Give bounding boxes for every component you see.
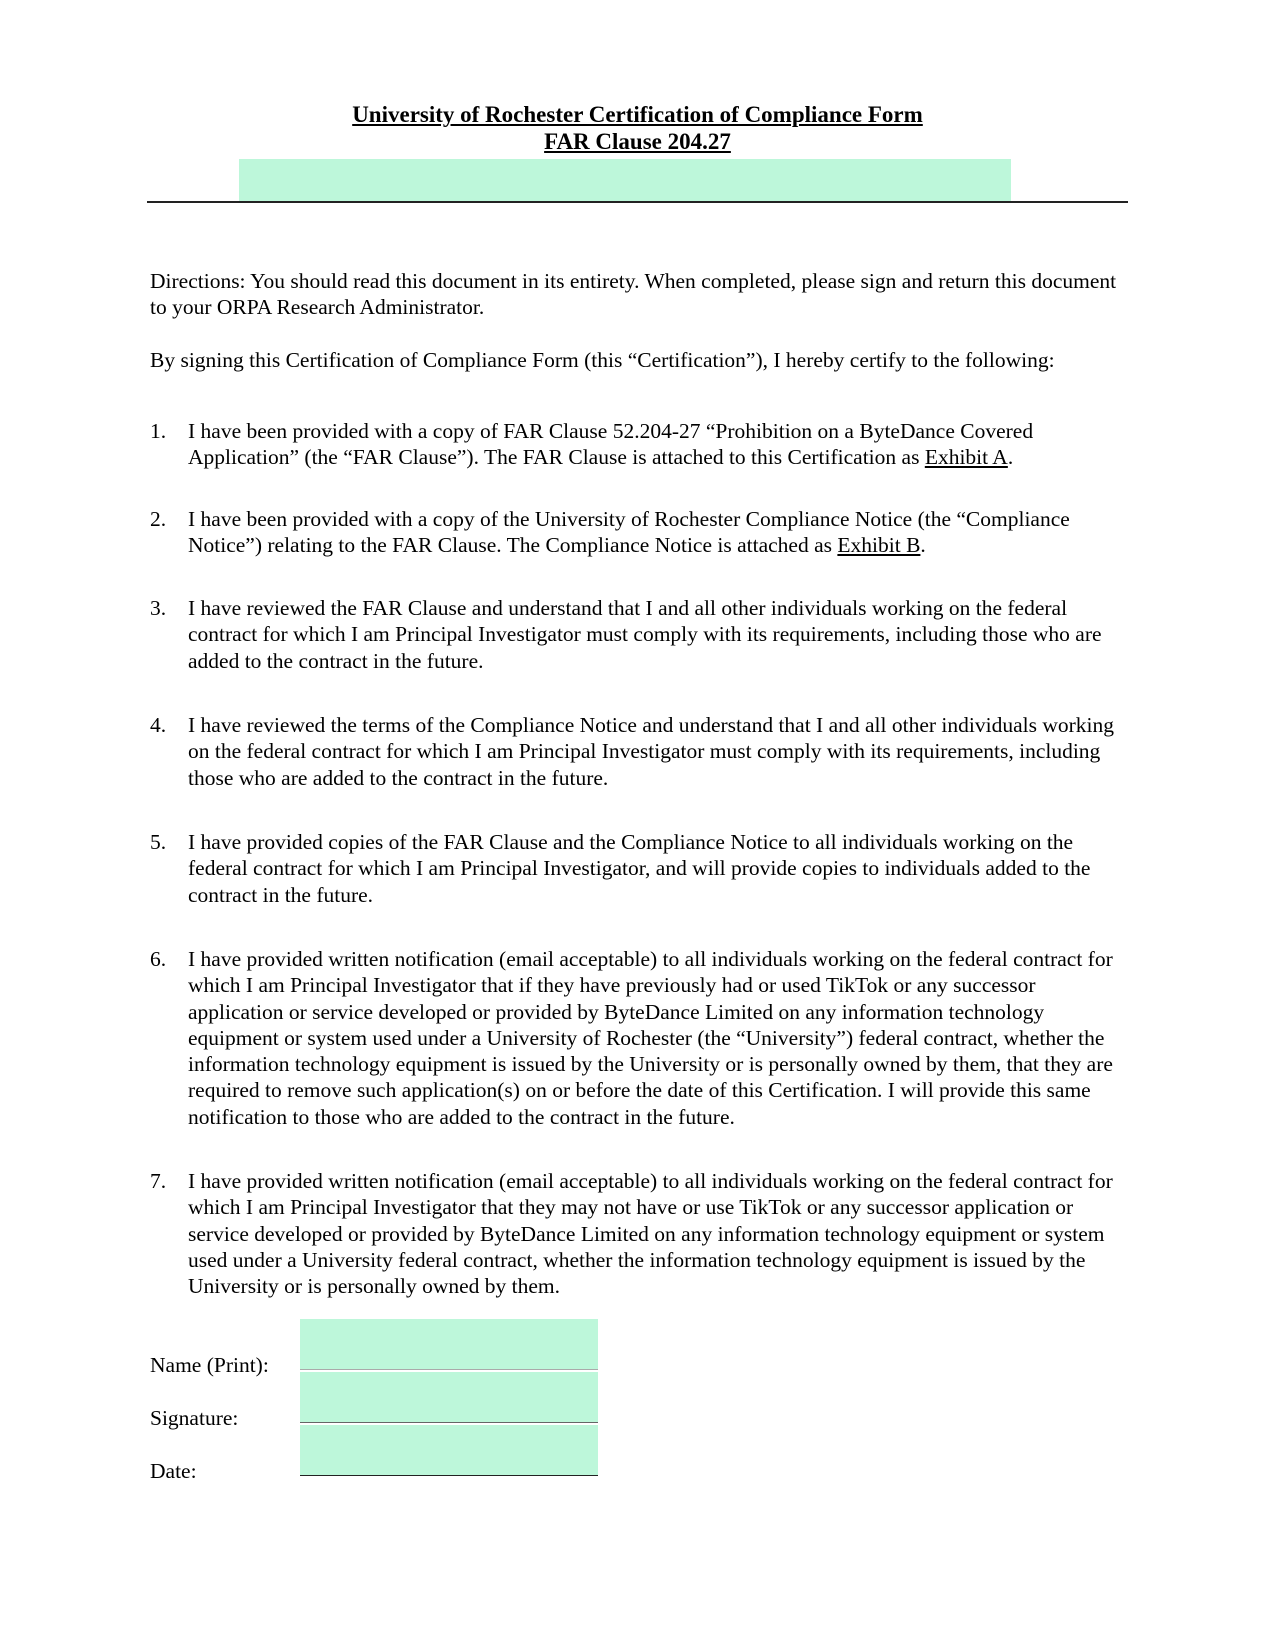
certification-item-5 xyxy=(150,829,1135,908)
item-number: 6. xyxy=(150,947,167,971)
item-text: I have been provided with a copy of FAR Clause 52.204-27 “Prohibition on a ByteDance Covered Application” (the “FAR Clause”). The FAR Clause is attached to this Certification as xyxy=(188,419,1034,470)
certification-item-3 xyxy=(150,595,1135,674)
date-input[interactable] xyxy=(300,1425,598,1476)
item-number: 2. xyxy=(150,507,167,531)
item-text: I have been provided with a copy of the University of Rochester Compliance Notice (the “Compliance Notice”) relating to the FAR Clause. The Compliance Notice is attached as xyxy=(188,507,1070,558)
form-subtitle: FAR Clause 204.27 xyxy=(544,129,731,154)
signature-label: Signature: xyxy=(150,1406,239,1430)
certification-item-6 xyxy=(150,946,1135,1130)
certification-item-7 xyxy=(150,1168,1135,1299)
item-text: I have reviewed the terms of the Compliance Notice and understand that I and all other individuals working on the federal contract for which I am Principal Investigator must comply with its requirements, including those who are added to the contract in the future. xyxy=(188,713,1115,790)
certification-item-4 xyxy=(150,712,1135,791)
signature-input[interactable] xyxy=(300,1372,598,1423)
item-number: 4. xyxy=(150,713,167,737)
directions-text: Directions: You should read this document in its entirety. When completed, please sign and return this document to your ORPA Research Administrator. xyxy=(150,269,1117,320)
exhibit-b-link[interactable]: Exhibit B xyxy=(837,533,921,558)
item-text: I have provided copies of the FAR Clause and the Compliance Notice to all individuals working on the federal contract for which I am Principal Investigator, and will provide copies to individuals added to the contract in the future. xyxy=(188,830,1091,907)
item-number: 3. xyxy=(150,596,167,620)
date-label: Date: xyxy=(150,1459,197,1483)
name-input[interactable] xyxy=(300,1319,598,1370)
item-number: 5. xyxy=(150,830,167,854)
form-title: University of Rochester Certification of Compliance Form xyxy=(352,102,923,127)
name-label: Name (Print): xyxy=(150,1353,269,1377)
exhibit-a-link[interactable]: Exhibit A xyxy=(924,445,1008,470)
certification-item-2 xyxy=(150,506,1135,559)
item-text-end: . xyxy=(1007,445,1014,470)
item-text: I have reviewed the FAR Clause and understand that I and all other individuals working on the federal contract for which I am Principal Investigator must comply with its requirements, including those who are added to the contract in the future. xyxy=(188,596,1102,673)
header-fill-field[interactable] xyxy=(239,159,1011,201)
certification-item-1 xyxy=(150,418,1135,471)
item-number: 7. xyxy=(150,1169,167,1193)
header-divider xyxy=(147,201,1128,203)
intro-text: By signing this Certification of Compliance Form (this “Certification”), I hereby certify to the following: xyxy=(150,348,1055,372)
item-text: I have provided written notification (email acceptable) to all individuals working on the federal contract for which I am Principal Investigator that if they have previously had or used TikTok or any successor application or service developed or provided by ByteDance Limited on any information technology equipment or system used under a University of Rochester (the “University”) federal contract, whether the information technology equipment is issued by the University or is personally owned by them, that they are required to remove such application(s) on or before the date of this Certification. I will provide this same notification to those who are added to the contract in the future. xyxy=(188,947,1113,1129)
item-text: I have provided written notification (email acceptable) to all individuals working on the federal contract for which I am Principal Investigator that they may not have or use TikTok or any successor application or service developed or provided by ByteDance Limited on any information technology equipment or system used under a University federal contract, whether the information technology equipment is issued by the University or is personally owned by them. xyxy=(188,1169,1113,1299)
item-text-end: . xyxy=(920,533,926,558)
item-number: 1. xyxy=(150,419,167,443)
